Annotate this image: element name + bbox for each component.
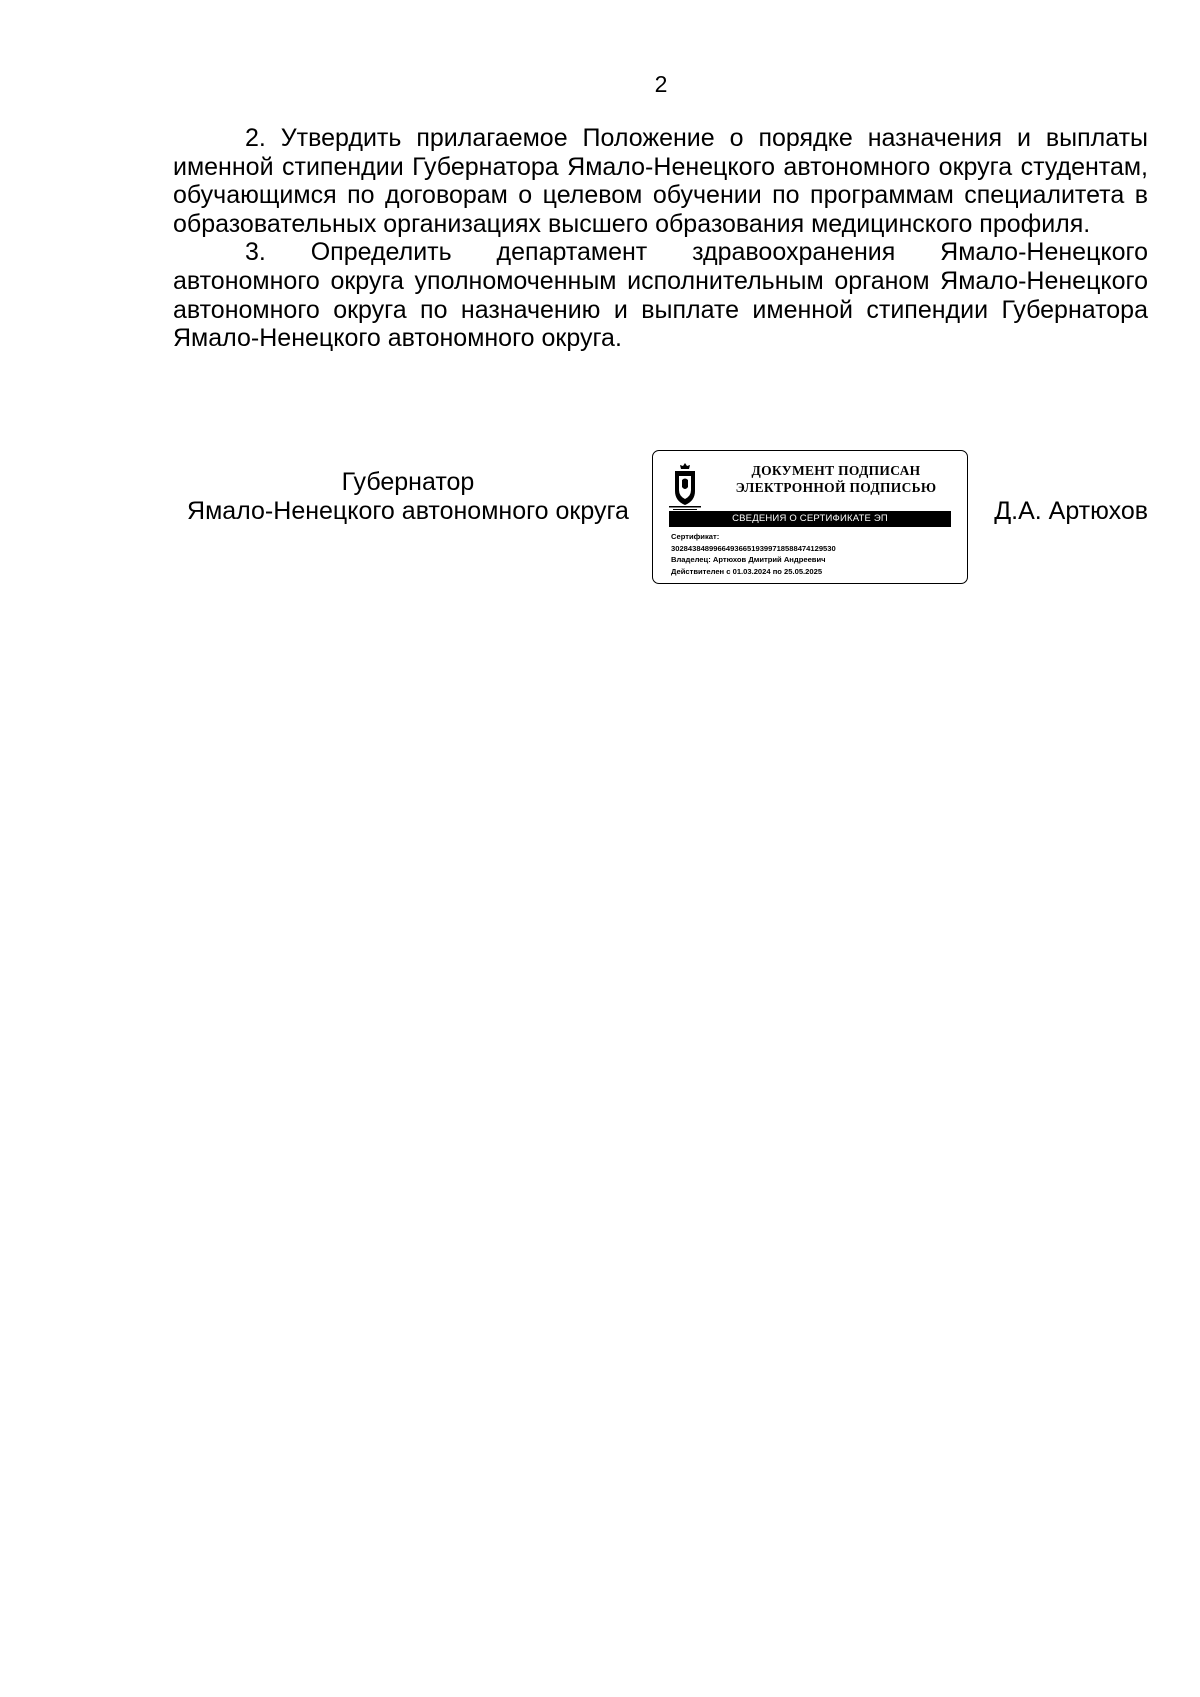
- paragraph-approve-regulation: 2. Утвердить прилагаемое Положение о порядке назначения и выплаты именной стипендии Губернатора Ямало-Ненецкого автономного округа студентам, обучающимся по договорам о целевом обучении по программам специалитета в образовательных организациях высшего образования медицинского профиля.: [173, 124, 1148, 238]
- certificate-label: Сертификат:: [671, 532, 720, 541]
- electronic-signature-stamp: [652, 450, 968, 584]
- certificate-owner: Владелец: Артюхов Дмитрий Андреевич: [671, 555, 826, 564]
- signer-position-line1: Губернатор: [341, 468, 475, 496]
- certificate-number: 302843848996649366519399718588474129530: [671, 543, 836, 553]
- stamp-title-line1: ДОКУМЕНТ ПОДПИСАН: [751, 463, 921, 478]
- page-number: 2: [654, 71, 668, 97]
- certificate-info-bar: СВЕДЕНИЯ О СЕРТИФИКАТЕ ЭП: [669, 511, 951, 527]
- stamp-title-line2: ЭЛЕКТРОННОЙ ПОДПИСЬЮ: [735, 480, 937, 495]
- certificate-validity: Действителен с 01.03.2024 по 25.05.2025: [671, 566, 823, 576]
- certificate-details: [671, 531, 961, 577]
- signature-block: [173, 450, 1148, 590]
- signer-position: [173, 468, 643, 526]
- signer-name: Д.А. Артюхов: [994, 497, 1148, 525]
- signer-position-line2: Ямало-Ненецкого автономного округа: [187, 497, 629, 525]
- coat-of-arms-icon: [667, 461, 703, 511]
- stamp-title: [711, 462, 961, 496]
- document-body: [173, 124, 1148, 353]
- paragraph-define-department: 3. Определить департамент здравоохранения Ямало-Ненецкого автономного округа уполномоченным исполнительным органом Ямало-Ненецкого автономного округа по назначению и выплате именной стипендии Губернатора Ямало-Ненецкого автономного округа.: [173, 238, 1148, 353]
